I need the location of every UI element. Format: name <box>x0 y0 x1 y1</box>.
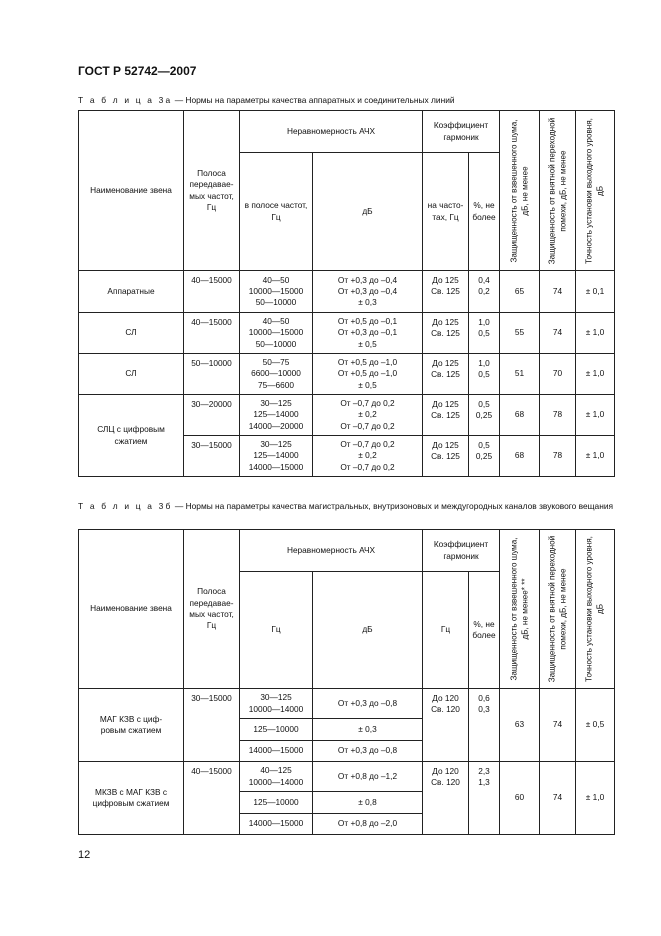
cell-flat-band: 125—10000 <box>240 792 313 814</box>
header-level: Точность установки выходного уровня, дБ <box>576 111 615 271</box>
cell-flat-band: 30—125 10000—14000 <box>240 689 313 719</box>
header-flat-db: дБ <box>313 153 423 271</box>
cell-flat-band: 40—50 10000—15000 50—10000 <box>240 313 313 354</box>
header-crosstalk: Защищенность от внятной переходной помехи, дБ, не менее <box>540 111 576 271</box>
cell-flat-band: 40—125 10000—14000 <box>240 762 313 792</box>
cell-flat-band: 14000—15000 <box>240 814 313 835</box>
cell-noise: 60 <box>500 762 540 835</box>
cell-harm-pct: 0,6 0,3 <box>469 689 500 762</box>
header-crosstalk: Защищенность от внятной переходной помехи, дБ, не менее <box>540 530 576 689</box>
cell-band: 40—15000 <box>184 271 240 313</box>
header-flatness: Неравномерность АЧХ <box>240 111 423 153</box>
header-harmonic: Коэффициент гармоник <box>423 111 500 153</box>
cell-harm-pct: 1,0 0,5 <box>469 354 500 395</box>
table-3b <box>78 529 615 835</box>
cell-flat-db: От +0,5 до –1,0 От +0,5 до –1,0 ± 0,5 <box>313 354 423 395</box>
table-3a-title: — Нормы на параметры качества аппаратных и соединительных линий <box>172 95 455 105</box>
table-row <box>79 689 615 719</box>
cell-flat-band: 50—75 6600—10000 75—6600 <box>240 354 313 395</box>
table-3a-caption <box>78 94 618 107</box>
header-level: Точность установки выходного уровня, дБ <box>576 530 615 689</box>
cell-flat-db: ± 0,8 <box>313 792 423 814</box>
cell-level: ± 1,0 <box>576 762 615 835</box>
cell-flat-db: От –0,7 до 0,2 ± 0,2 От –0,7 до 0,2 <box>313 436 423 477</box>
cell-harm-freq: До 125 Св. 125 <box>423 395 469 436</box>
header-name: Наименование звена <box>79 111 184 271</box>
cell-band: 50—10000 <box>184 354 240 395</box>
cell-harm-pct: 0,5 0,25 <box>469 395 500 436</box>
header-noise: Защищенность от взвешенного шума, дБ, не менее* ** <box>500 530 540 689</box>
cell-crosstalk: 74 <box>540 689 576 762</box>
cell-flat-db: От +0,3 до –0,8 <box>313 689 423 719</box>
page-number: 12 <box>78 849 91 861</box>
header-band: Полоса передаваемых частот, Гц <box>184 530 240 689</box>
cell-flat-band: 40—50 10000—15000 50—10000 <box>240 271 313 313</box>
cell-harm-freq: До 125 Св. 125 <box>423 271 469 313</box>
cell-band: 40—15000 <box>184 762 240 835</box>
header-flat-band: в полосе частот, Гц <box>240 153 313 271</box>
cell-crosstalk: 74 <box>540 762 576 835</box>
cell-crosstalk: 70 <box>540 354 576 395</box>
cell-flat-band: 30—125 125—14000 14000—15000 <box>240 436 313 477</box>
cell-noise: 65 <box>500 271 540 313</box>
header-harm-pct: %, не более <box>469 153 500 271</box>
cell-band: 30—20000 <box>184 395 240 436</box>
cell-crosstalk: 78 <box>540 436 576 477</box>
cell-flat-db: ± 0,3 <box>313 719 423 741</box>
cell-harm-freq: До 120 Св. 120 <box>423 762 469 835</box>
cell-name: СЛ <box>79 354 184 395</box>
cell-harm-freq: До 125 Св. 125 <box>423 313 469 354</box>
cell-flat-db: От +0,3 до –0,4 От +0,3 до –0,4 ± 0,3 <box>313 271 423 313</box>
table-3b-title: — Нормы на параметры качества магистральных, внутризоновых и междугородных каналов звукового вещания <box>172 501 614 511</box>
cell-flat-db: От +0,5 до –0,1 От +0,3 до –0,1 ± 0,5 <box>313 313 423 354</box>
cell-level: ± 0,5 <box>576 689 615 762</box>
cell-flat-db: От –0,7 до 0,2 ± 0,2 От –0,7 до 0,2 <box>313 395 423 436</box>
cell-noise: 68 <box>500 395 540 436</box>
cell-harm-freq: До 120 Св. 120 <box>423 689 469 762</box>
cell-level: ± 1,0 <box>576 313 615 354</box>
header-harmonic: Коэффициент гармоник <box>423 530 500 572</box>
cell-name: СЛЦ с цифровым сжатием <box>79 395 184 477</box>
cell-name: Аппаратные <box>79 271 184 313</box>
cell-level: ± 1,0 <box>576 436 615 477</box>
cell-name: СЛ <box>79 313 184 354</box>
cell-harm-freq: До 125 Св. 125 <box>423 354 469 395</box>
cell-flat-band: 14000—15000 <box>240 741 313 762</box>
table-row <box>79 762 615 792</box>
header-band: Полоса передаваемых частот, Гц <box>184 111 240 271</box>
header-noise: Защищенность от взвешенного шума, дБ, не менее <box>500 111 540 271</box>
cell-band: 30—15000 <box>184 436 240 477</box>
cell-harm-freq: До 125 Св. 125 <box>423 436 469 477</box>
cell-crosstalk: 74 <box>540 271 576 313</box>
table-row <box>79 395 615 436</box>
cell-noise: 51 <box>500 354 540 395</box>
cell-level: ± 0,1 <box>576 271 615 313</box>
cell-harm-pct: 2,3 1,3 <box>469 762 500 835</box>
cell-level: ± 1,0 <box>576 354 615 395</box>
cell-band: 30—15000 <box>184 689 240 762</box>
header-harm-freq: Гц <box>423 572 469 689</box>
header-flat-db: дБ <box>313 572 423 689</box>
cell-name: МАГ КЗВ с цифровым сжатием <box>79 689 184 762</box>
cell-name: МКЗВ с МАГ КЗВ с цифровым сжатием <box>79 762 184 835</box>
cell-flat-db: От +0,8 до –2,0 <box>313 814 423 835</box>
cell-noise: 68 <box>500 436 540 477</box>
header-harm-pct: %, не более <box>469 572 500 689</box>
cell-noise: 55 <box>500 313 540 354</box>
cell-noise: 63 <box>500 689 540 762</box>
cell-level: ± 1,0 <box>576 395 615 436</box>
cell-harm-pct: 0,5 0,25 <box>469 436 500 477</box>
table-3b-label: Т а б л и ц а 3б <box>78 501 173 511</box>
cell-harm-pct: 1,0 0,5 <box>469 313 500 354</box>
cell-flat-band: 125—10000 <box>240 719 313 741</box>
page-header: ГОСТ Р 52742—2007 <box>78 64 197 78</box>
table-row <box>79 271 615 313</box>
cell-crosstalk: 78 <box>540 395 576 436</box>
header-harm-freq: на частотах, Гц <box>423 153 469 271</box>
cell-flat-db: От +0,3 до –0,8 <box>313 741 423 762</box>
table-3a-label: Т а б л и ц а 3а <box>78 95 173 105</box>
table-3a <box>78 110 615 477</box>
cell-flat-band: 30—125 125—14000 14000—20000 <box>240 395 313 436</box>
cell-crosstalk: 74 <box>540 313 576 354</box>
table-3b-caption <box>78 500 618 513</box>
header-flatness: Неравномерность АЧХ <box>240 530 423 572</box>
cell-harm-pct: 0,4 0,2 <box>469 271 500 313</box>
header-name: Наименование звена <box>79 530 184 689</box>
header-flat-band: Гц <box>240 572 313 689</box>
table-row <box>79 313 615 354</box>
table-row <box>79 354 615 395</box>
cell-flat-db: От +0,8 до –1,2 <box>313 762 423 792</box>
cell-band: 40—15000 <box>184 313 240 354</box>
